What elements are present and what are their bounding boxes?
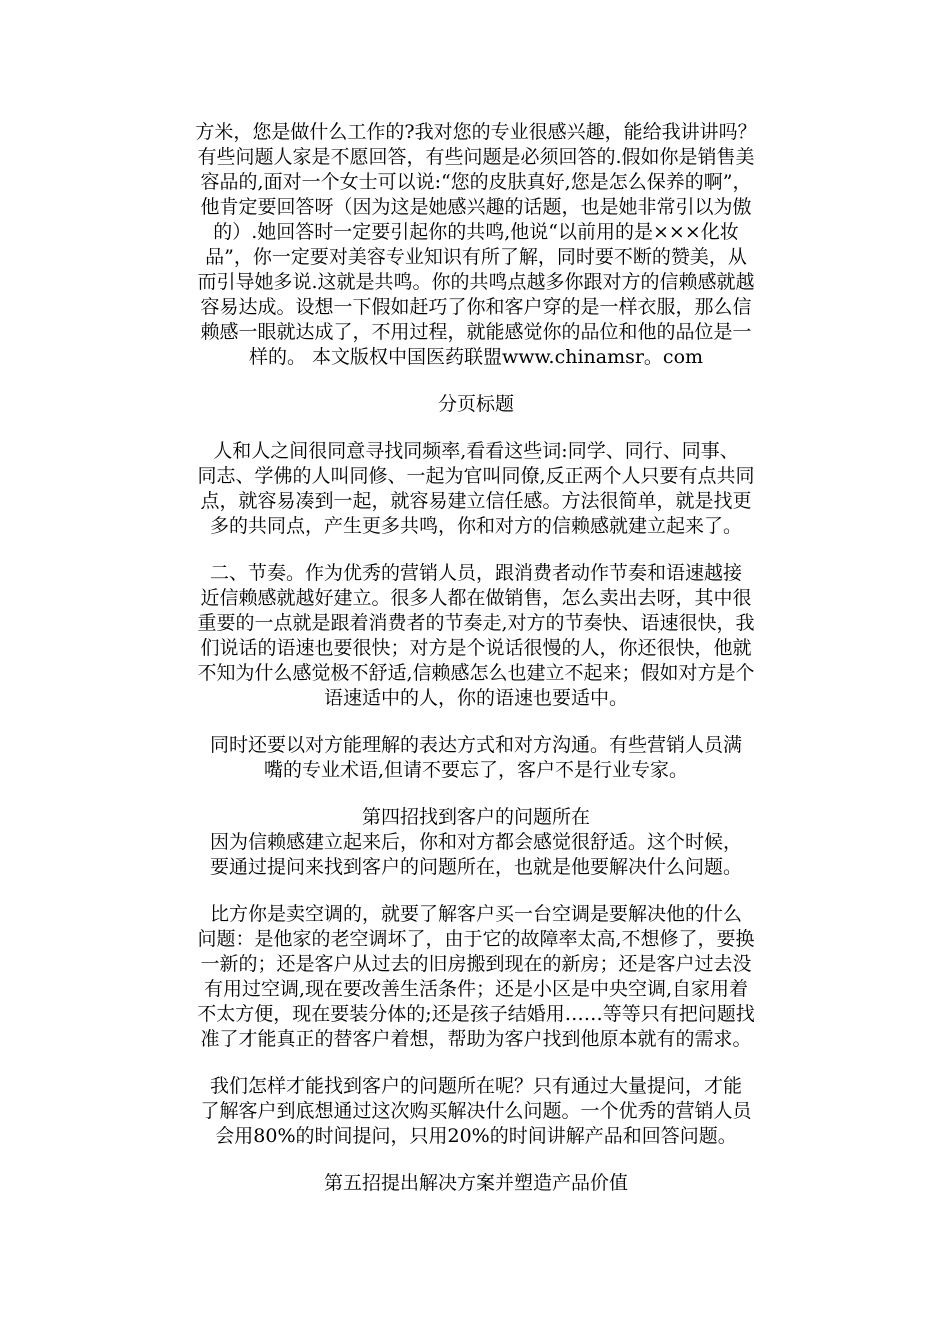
text-line: 的）.她回答时一定要引起你的共鸣,他说“以前用的是×××化妆 <box>213 221 739 243</box>
text-line: 二、节奏。作为优秀的营销人员，跟消费者动作节奏和语速越接 <box>209 562 742 584</box>
text-line: 赖感一眼就达成了，不用过程，就能感觉你的品位和他的品位是一 <box>200 321 752 343</box>
text-line: 要通过提问来找到客户的问题所在，也就是他要解决什么问题。 <box>209 856 742 878</box>
document-page <box>142 120 810 1196</box>
section-heading-5: 第五招提出解决方案并塑造产品价值 <box>323 1172 628 1194</box>
paragraph-communication <box>142 733 810 783</box>
page-break-title: 分页标题 <box>437 393 514 415</box>
text-line: 同时还要以对方能理解的表达方式和对方沟通。有些营销人员满 <box>209 734 742 756</box>
text-line: 嘴的专业术语,但请不要忘了，客户不是行业专家。 <box>263 759 689 781</box>
paragraph-resonance <box>142 120 810 370</box>
text-line: 品”，你一定要对美容专业知识有所了解，同时要不断的赞美，从 <box>205 246 747 268</box>
text-line: 方米，您是做什么工作的?我对您的专业很感兴趣，能给我讲讲吗？ <box>195 121 757 143</box>
paragraph-rhythm <box>142 561 810 711</box>
text-line: 准了才能真正的替客户着想，帮助为客户找到他原本就有的需求。 <box>200 1028 752 1050</box>
text-line: 而引导她多说.这就是共鸣。你的共鸣点越多你跟对方的信赖感就越 <box>197 271 755 293</box>
text-line: 重要的一点就是跟着消费者的节奏走,对方的节奏快、语速很快，我 <box>197 612 755 634</box>
text-line: 不太方便，现在要装分体的;还是孩子结婚用……等等只有把问题找 <box>197 1003 755 1025</box>
paragraph-questioning <box>142 1074 810 1149</box>
text-line: 容易达成。设想一下假如赶巧了你和客户穿的是一样衣服，那么信 <box>200 296 752 318</box>
paragraph-find-problem <box>142 830 810 880</box>
paragraph-air-conditioner-example <box>142 902 810 1052</box>
text-line: 有些问题人家是不愿回答，有些问题是必须回答的.假如你是销售美 <box>197 146 755 168</box>
text-line: 近信赖感就越好建立。很多人都在做销售，怎么卖出去呀，其中很 <box>200 587 752 609</box>
text-line: 们说话的语速也要很快；对方是个说话很慢的人，你还很快，他就 <box>200 637 752 659</box>
text-line: 不知为什么感觉极不舒适,信赖感怎么也建立不起来；假如对方是个 <box>197 662 755 684</box>
text-line: 因为信赖感建立起来后，你和对方都会感觉很舒适。这个时候， <box>209 831 742 853</box>
text-line: 问题：是他家的老空调坏了，由于它的故障率太高,不想修了，要换 <box>197 928 755 950</box>
text-line: 语速适中的人，你的语速也要适中。 <box>323 687 628 709</box>
section-heading-4: 第四招找到客户的问题所在 <box>361 806 590 828</box>
text-line: 容品的,面对一个女士可以说:“您的皮肤真好,您是怎么保养的啊”， <box>200 171 752 193</box>
text-line: 比方你是卖空调的，就要了解客户买一台空调是要解决他的什么 <box>209 903 742 925</box>
text-line: 样的。 本文版权中国医药联盟www.chinamsr。com <box>248 346 704 368</box>
text-line: 一新的；还是客户从过去的旧房搬到现在的新房；还是客户过去没 <box>200 953 752 975</box>
paragraph-common-points <box>142 439 810 539</box>
text-line: 会用80%的时间提问，只用20%的时间讲解产品和回答问题。 <box>215 1125 737 1147</box>
text-line: 多的共同点，产生更多共鸣，你和对方的信赖感就建立起来了。 <box>209 515 742 537</box>
text-line: 人和人之间很同意寻找同频率,看看这些词:同学、同行、同事、 <box>213 440 739 462</box>
text-line: 点，就容易凑到一起，就容易建立信任感。方法很简单，就是找更 <box>200 490 752 512</box>
text-line: 有用过空调,现在要改善生活条件；还是小区是中央空调,自家用着 <box>203 978 749 1000</box>
text-line: 我们怎样才能找到客户的问题所在呢？只有通过大量提问，才能 <box>209 1075 742 1097</box>
text-line: 同志、学佛的人叫同修、一起为官叫同僚,反正两个人只要有点共同 <box>197 465 755 487</box>
text-line: 他肯定要回答呀（因为这是她感兴趣的话题，也是她非常引以为傲 <box>200 196 752 218</box>
text-line: 了解客户到底想通过这次购买解决什么问题。一个优秀的营销人员 <box>200 1100 752 1122</box>
